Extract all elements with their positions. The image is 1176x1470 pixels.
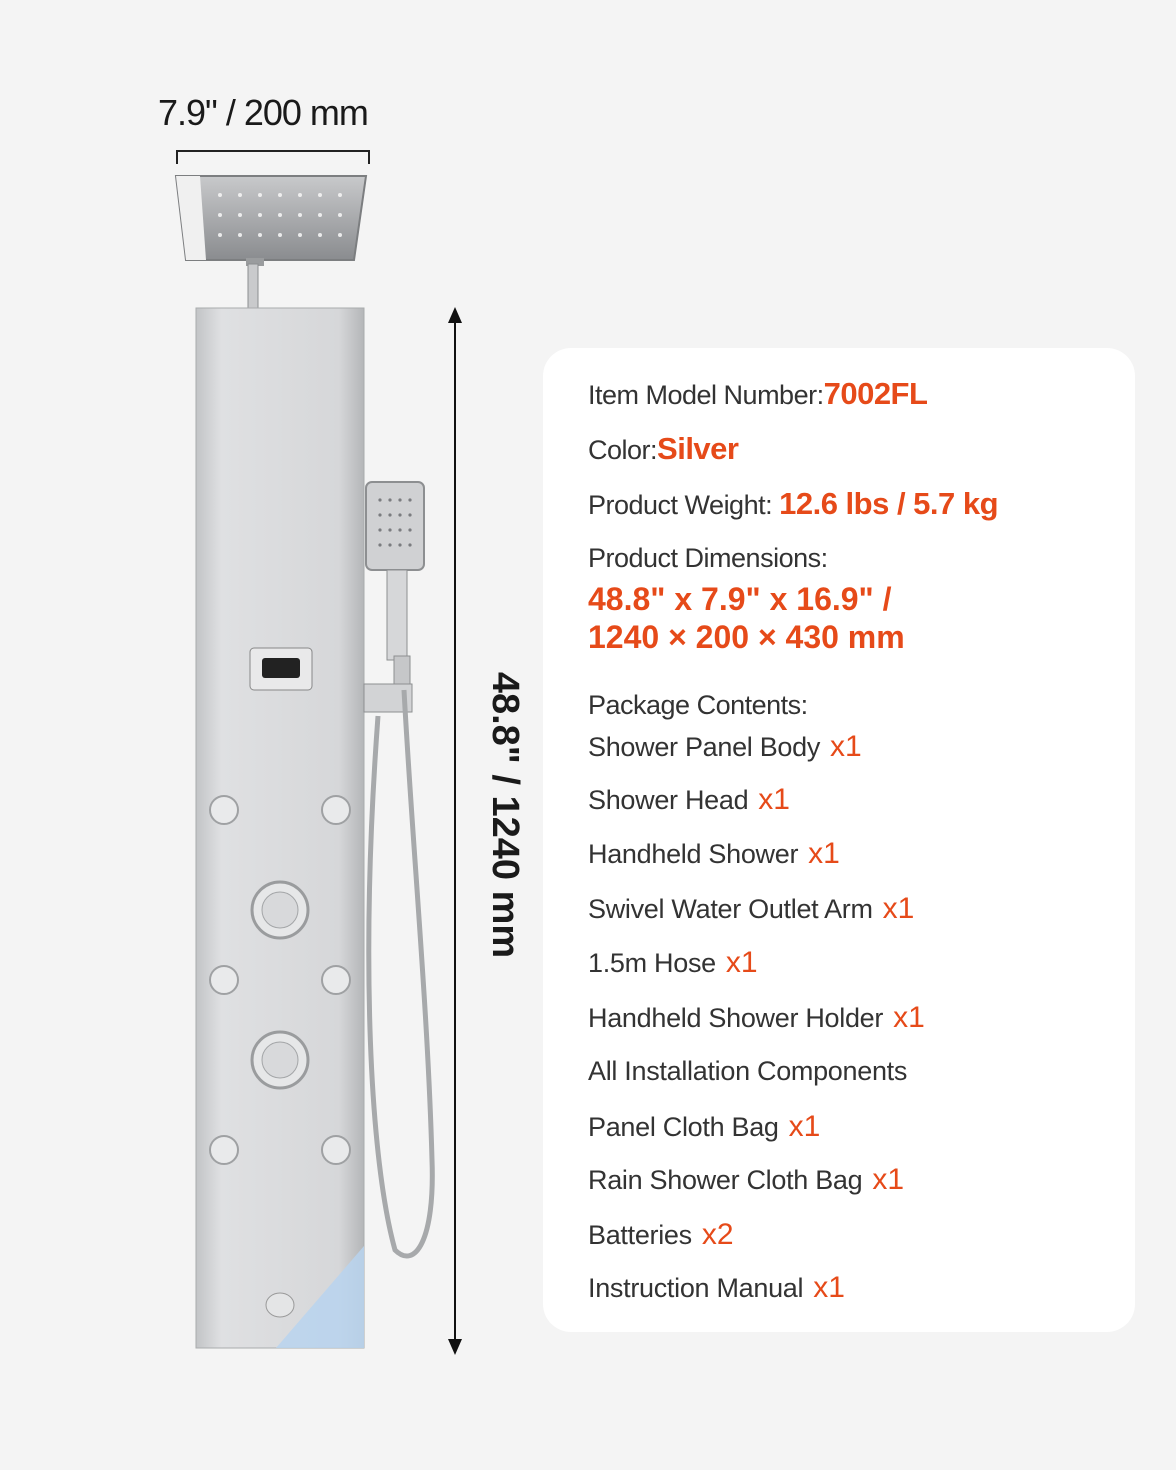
weight-value: 12.6 lbs / 5.7 kg (779, 486, 999, 521)
package-item (588, 1163, 904, 1197)
shower-panel-image (150, 160, 450, 1360)
package-item (588, 837, 840, 871)
width-dimension-label: 7.9" / 200 mm (158, 92, 368, 133)
package-item-quantity: x1 (830, 730, 862, 763)
package-item (588, 1218, 734, 1252)
package-item-name: Instruction Manual (588, 1273, 804, 1303)
dimensions-row (588, 543, 905, 656)
package-contents-title (588, 690, 808, 721)
dimensions-value-imperial: 48.8" x 7.9" x 16.9" / (588, 581, 892, 617)
package-item-name: 1.5m Hose (588, 948, 716, 978)
package-item-quantity: x1 (758, 783, 790, 816)
package-item (588, 1110, 820, 1144)
package-item (588, 946, 758, 980)
package-item (588, 1056, 907, 1087)
package-item (588, 1001, 925, 1035)
color-label: Color: (588, 435, 658, 465)
package-item (588, 1271, 845, 1305)
package-item-quantity: x1 (872, 1163, 905, 1196)
model-number-row (588, 376, 927, 412)
package-item-name: Batteries (588, 1220, 692, 1250)
package-item-name: Handheld Shower (588, 839, 799, 869)
package-item-name: Shower Head (588, 785, 749, 815)
package-item-quantity: x1 (725, 946, 758, 979)
package-item-name: Shower Panel Body (588, 732, 821, 762)
package-item-quantity: x1 (788, 1110, 821, 1143)
package-item-name: Rain Shower Cloth Bag (588, 1165, 863, 1195)
panel-body (196, 308, 364, 1348)
package-item-quantity: x1 (813, 1271, 845, 1304)
dimensions-label: Product Dimensions: (588, 543, 828, 573)
package-item-quantity: x1 (893, 1001, 925, 1034)
temperature-display (262, 658, 300, 678)
rain-shower-head (176, 176, 366, 266)
package-item-quantity: x1 (808, 837, 840, 870)
color-row (588, 431, 738, 467)
weight-row (588, 486, 998, 522)
package-item-name: Panel Cloth Bag (588, 1112, 779, 1142)
handheld-shower (366, 482, 424, 684)
tub-spout (266, 1293, 294, 1317)
package-item (588, 892, 914, 926)
color-value: Silver (657, 431, 739, 466)
height-dimension-label: 48.8" / 1240 mm (484, 671, 526, 959)
package-item (588, 783, 790, 817)
shower-hose (369, 690, 432, 1256)
package-item-name: Swivel Water Outlet Arm (588, 894, 873, 924)
package-item-name: All Installation Components (588, 1056, 908, 1086)
weight-label: Product Weight: (588, 490, 780, 520)
package-item-name: Handheld Shower Holder (588, 1003, 884, 1033)
dimensions-value-metric: 1240 × 200 × 430 mm (588, 619, 905, 655)
model-number-label: Item Model Number: (588, 380, 824, 410)
package-item-quantity: x2 (701, 1218, 734, 1251)
package-contents-label: Package Contents: (588, 690, 808, 720)
model-number-value: 7002FL (823, 376, 928, 411)
package-item-quantity: x1 (882, 892, 915, 925)
package-item (588, 730, 862, 764)
